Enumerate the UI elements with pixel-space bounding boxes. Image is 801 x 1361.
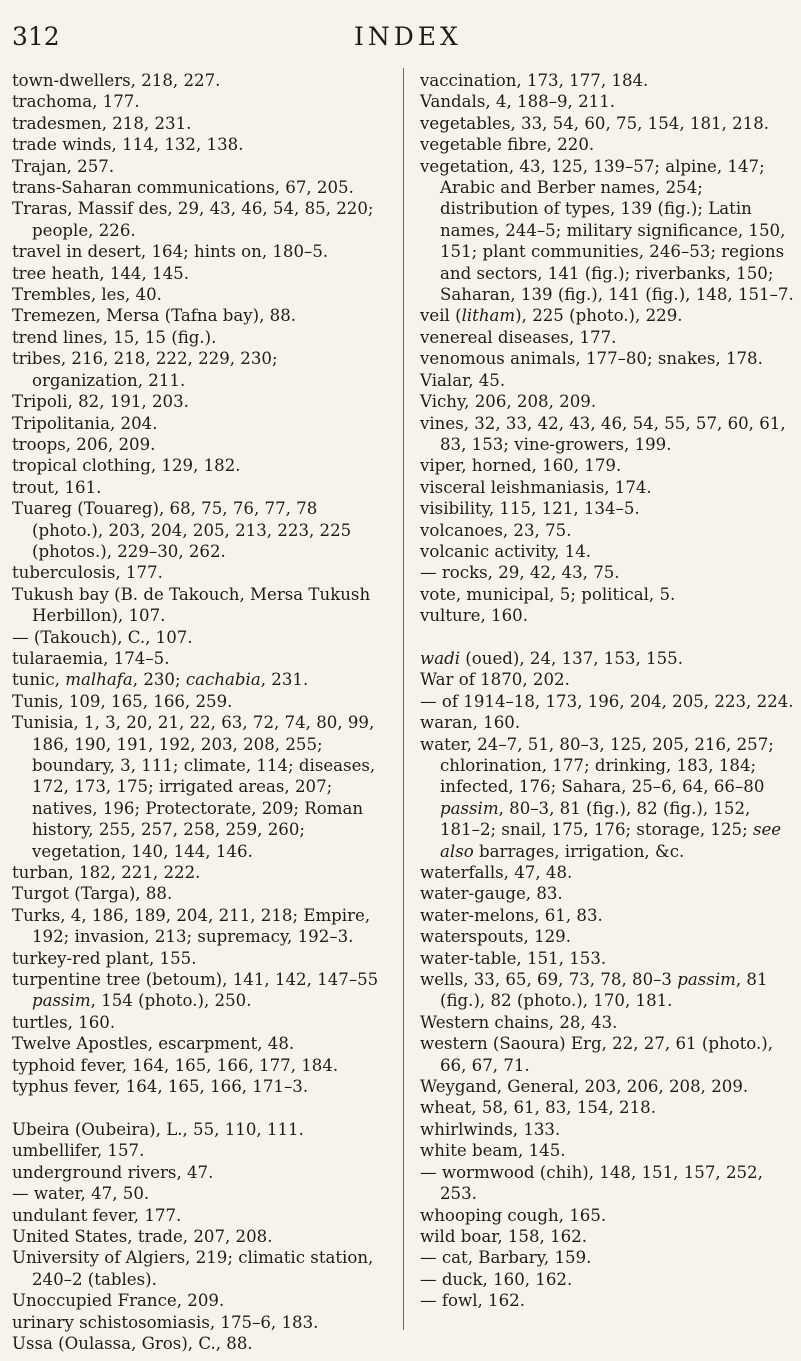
index-entry: wells, 33, 65, 69, 73, 78, 80–3 passim, 81 (fig.), 82 (photo.), 170, 181.: [420, 970, 768, 1011]
right-entries-v: [420, 70, 794, 627]
index-entry: typhoid fever, 164, 165, 166, 177, 184.: [12, 1055, 339, 1075]
index-entry: visceral leishmaniasis, 174.: [420, 477, 652, 497]
index-entry: Twelve Apostles, escarpment, 48.: [12, 1034, 295, 1054]
index-entry: Unoccupied France, 209.: [12, 1291, 225, 1311]
index-entry: Ussa (Oulassa, Gros), C., 88.: [12, 1333, 253, 1353]
index-entry: tradesmen, 218, 231.: [12, 113, 192, 133]
left-column: [12, 70, 388, 1354]
index-entry: Turks, 4, 186, 189, 204, 211, 218; Empire, 192; invasion, 213; supremacy, 192–3.: [12, 905, 371, 947]
index-entry: wheat, 58, 61, 83, 154, 218.: [420, 1098, 656, 1118]
index-entry: Tripoli, 82, 191, 203.: [12, 392, 189, 412]
index-entry: — cat, Barbary, 159.: [420, 1248, 592, 1268]
index-entry: water-table, 151, 153.: [420, 948, 607, 968]
index-entry: town-dwellers, 218, 227.: [12, 71, 221, 90]
index-entry: tularaemia, 174–5.: [12, 648, 170, 668]
index-entry: viper, horned, 160, 179.: [420, 456, 622, 476]
index-entry: Trembles, les, 40.: [12, 285, 162, 305]
index-entry: — wormwood (chih), 148, 151, 157, 252, 253.: [420, 1162, 763, 1204]
index-entry: water, 24–7, 51, 80–3, 125, 205, 216, 257; chlorination, 177; drinking, 183, 184; infected, 176; Sahara, 25–6, 64, 66–80 passim, 80–3, 81 (fig.), 82 (fig.), 152, 181–2; snail, 175, 176; storage, 125; see also barrages, irrigation, &c.: [420, 734, 782, 861]
index-entry: trans-Saharan communications, 67, 205.: [12, 178, 354, 198]
right-entries-w: [420, 648, 794, 1312]
index-entry: — rocks, 29, 42, 43, 75.: [420, 563, 620, 583]
index-entry: underground rivers, 47.: [12, 1162, 214, 1182]
index-entry: vines, 32, 33, 42, 43, 46, 54, 55, 57, 60, 61, 83, 153; vine-growers, 199.: [420, 413, 786, 454]
index-entry: trade winds, 114, 132, 138.: [12, 135, 244, 155]
index-entry: venereal diseases, 177.: [420, 327, 617, 347]
index-entry: turtles, 160.: [12, 1012, 116, 1032]
index-entry: waterfalls, 47, 48.: [420, 863, 573, 883]
index-entry: visibility, 115, 121, 134–5.: [420, 499, 640, 519]
index-entry: — duck, 160, 162.: [420, 1269, 573, 1289]
index-entry: Tukush bay (B. de Takouch, Mersa Tukush Herbillon), 107.: [12, 584, 371, 626]
section-gap: [420, 627, 794, 648]
index-entry: trend lines, 15, 15 (fig.).: [12, 327, 217, 347]
index-entry: Vichy, 206, 208, 209.: [420, 392, 597, 412]
index-entry: tuberculosis, 177.: [12, 563, 163, 583]
index-entry: western (Saoura) Erg, 22, 27, 61 (photo.), 66, 67, 71.: [420, 1034, 774, 1075]
section-gap: [12, 1098, 388, 1119]
index-entry: turban, 182, 221, 222.: [12, 863, 201, 883]
index-entry: whirlwinds, 133.: [420, 1119, 561, 1139]
index-entry: troops, 206, 209.: [12, 434, 156, 454]
column-divider: [403, 68, 404, 1330]
index-entry: Ubeira (Oubeira), L., 55, 110, 111.: [12, 1119, 304, 1139]
index-entry: Tuareg (Touareg), 68, 75, 76, 77, 78 (photo.), 203, 204, 205, 213, 223, 225 (photos.), 229–30, 262.: [12, 499, 352, 561]
index-entry: tunic, malhafa, 230; cachabia, 231.: [12, 670, 309, 690]
index-entry: Vandals, 4, 188–9, 211.: [420, 92, 616, 112]
index-entry: Turgot (Targa), 88.: [12, 884, 173, 904]
index-entry: wild boar, 158, 162.: [420, 1226, 588, 1246]
index-entry: — fowl, 162.: [420, 1291, 526, 1311]
index-entry: University of Algiers, 219; climatic station, 240–2 (tables).: [12, 1248, 374, 1289]
index-entry: umbellifer, 157.: [12, 1141, 145, 1161]
index-entry: vulture, 160.: [420, 606, 528, 626]
index-entry: vegetables, 33, 54, 60, 75, 154, 181, 218.: [420, 113, 770, 133]
index-entry: whooping cough, 165.: [420, 1205, 607, 1225]
page-number: 312: [12, 22, 60, 51]
index-entry: War of 1870, 202.: [420, 670, 570, 690]
index-entry: tribes, 216, 218, 222, 229, 230; organization, 211.: [12, 349, 278, 390]
index-entry: trachoma, 177.: [12, 92, 140, 112]
index-entry: volcanic activity, 14.: [420, 541, 592, 561]
index-entry: Tunisia, 1, 3, 20, 21, 22, 63, 72, 74, 80, 99, 186, 190, 191, 192, 203, 208, 255; boundary, 3, 111; climate, 114; diseases, 172, 173, 175; irrigated areas, 207; natives, 196; Protectorate, 209; Roman history, 255, 257, 258, 259, 260; vegetation, 140, 144, 146.: [12, 713, 376, 861]
index-entry: turkey-red plant, 155.: [12, 948, 197, 968]
index-entry: wadi (oued), 24, 137, 153, 155.: [420, 648, 683, 668]
index-entry: Tripolitania, 204.: [12, 413, 158, 433]
index-entry: veil (litham), 225 (photo.), 229.: [420, 306, 683, 326]
index-entry: Vialar, 45.: [420, 370, 506, 390]
index-entry: white beam, 145.: [420, 1141, 566, 1161]
index-entry: undulant fever, 177.: [12, 1205, 182, 1225]
index-entry: Trajan, 257.: [12, 156, 115, 176]
right-column: [420, 70, 794, 1312]
index-entry: Traras, Massif des, 29, 43, 46, 54, 85, 220; people, 226.: [12, 199, 374, 240]
index-entry: waterspouts, 129.: [420, 927, 572, 947]
index-entry: travel in desert, 164; hints on, 180–5.: [12, 242, 329, 262]
index-entry: — of 1914–18, 173, 196, 204, 205, 223, 224.: [420, 691, 794, 711]
index-entry: — (Takouch), C., 107.: [12, 627, 193, 647]
index-entry: vaccination, 173, 177, 184.: [420, 71, 649, 90]
index-entry: water-melons, 61, 83.: [420, 905, 603, 925]
index-entry: waran, 160.: [420, 713, 521, 733]
index-entry: — water, 47, 50.: [12, 1184, 150, 1204]
index-entry: trout, 161.: [12, 477, 102, 497]
index-entry: venomous animals, 177–80; snakes, 178.: [420, 349, 763, 369]
index-entry: volcanoes, 23, 75.: [420, 520, 572, 540]
index-entry: vote, municipal, 5; political, 5.: [420, 584, 676, 604]
index-entry: Western chains, 28, 43.: [420, 1012, 618, 1032]
index-entry: vegetable fibre, 220.: [420, 135, 595, 155]
left-entries-u: [12, 1119, 388, 1354]
index-entry: urinary schistosomiasis, 175–6, 183.: [12, 1312, 319, 1332]
index-entry: Tremezen, Mersa (Tafna bay), 88.: [12, 306, 297, 326]
index-entry: tree heath, 144, 145.: [12, 263, 189, 283]
index-entry: turpentine tree (betoum), 141, 142, 147–55 passim, 154 (photo.), 250.: [12, 970, 379, 1011]
index-entry: vegetation, 43, 125, 139–57; alpine, 147; Arabic and Berber names, 254; distribution of types, 139 (fig.); Latin names, 244–5; military significance, 150, 151; plant communities, 246–53; regions and sectors, 141 (fig.); riverbanks, 150; Saharan, 139 (fig.), 141 (fig.), 148, 151–7.: [420, 156, 794, 305]
running-head: INDEX: [354, 22, 462, 51]
index-entry: Tunis, 109, 165, 166, 259.: [12, 691, 233, 711]
index-entry: Weygand, General, 203, 206, 208, 209.: [420, 1077, 749, 1097]
index-entry: United States, trade, 207, 208.: [12, 1226, 273, 1246]
index-entry: typhus fever, 164, 165, 166, 171–3.: [12, 1077, 309, 1097]
left-entries-t: [12, 70, 388, 1098]
index-entry: water-gauge, 83.: [420, 884, 563, 904]
index-entry: tropical clothing, 129, 182.: [12, 456, 241, 476]
